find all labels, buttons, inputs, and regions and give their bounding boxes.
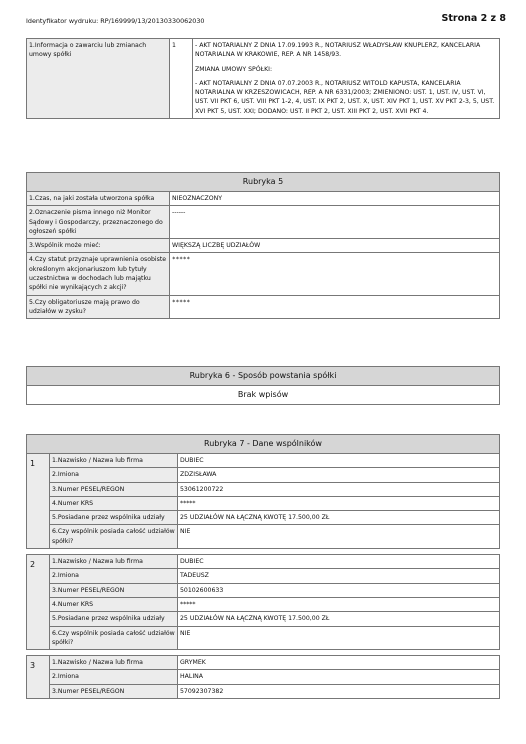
partner-field-value: 53061200722 <box>178 482 500 496</box>
row-value: WIĘKSZĄ LICZBĘ UDZIAŁÓW <box>170 239 500 253</box>
partner-field-value: 57092307382 <box>178 684 500 698</box>
partner-number: 3 <box>27 656 50 699</box>
partner-field-value: GRYMEK <box>178 656 500 670</box>
partner-field-label: 1.Nazwisko / Nazwa lub firma <box>50 454 178 468</box>
contract-info-number: 1 <box>170 39 193 119</box>
partner-field-label: 2.Imiona <box>50 569 178 583</box>
contract-info-value <box>193 39 500 119</box>
partners-list <box>27 454 500 699</box>
partner-row <box>27 454 500 468</box>
partner-field-value: ***** <box>178 496 500 510</box>
partner-row <box>27 496 500 510</box>
page-number: Strona 2 z 8 <box>441 13 506 24</box>
contract-info-row <box>27 39 500 119</box>
partner-field-label: 5.Posiadane przez wspólnika udziały <box>50 612 178 626</box>
partner-field-label: 6.Czy wspólnik posiada całość udziałów spółki? <box>50 525 178 549</box>
page-header <box>26 13 506 27</box>
partner-row <box>27 626 500 650</box>
partner-field-value: HALINA <box>178 670 500 684</box>
partner-number: 1 <box>27 454 50 549</box>
partner-row <box>27 670 500 684</box>
rubryka-6-title: Rubryka 6 - Sposób powstania spółki <box>27 367 500 386</box>
partner-field-label: 1.Nazwisko / Nazwa lub firma <box>50 656 178 670</box>
partner-field-value: 50102600633 <box>178 583 500 597</box>
no-entries-text: Brak wpisów <box>27 386 500 405</box>
partner-row <box>27 555 500 569</box>
contract-info-label: 1.Informacja o zawarciu lub zmianach umowy spółki <box>27 39 170 119</box>
rubryka-7-table <box>26 434 500 699</box>
partner-field-label: 6.Czy wspólnik posiada całość udziałów spółki? <box>50 626 178 650</box>
table-row <box>27 295 500 319</box>
partner-field-value: NIE <box>178 525 500 549</box>
row-label: 5.Czy obligatoriusze mają prawo do udziałów w zysku? <box>27 295 170 319</box>
partner-field-value: 25 UDZIAŁÓW NA ŁĄCZNĄ KWOTĘ 17.500,00 ZŁ <box>178 612 500 626</box>
row-value: ------ <box>170 206 500 239</box>
table-row <box>27 253 500 295</box>
contract-info-table <box>26 38 500 119</box>
partner-row <box>27 511 500 525</box>
partner-field-value: DUBIEC <box>178 454 500 468</box>
partner-field-label: 4.Numer KRS <box>50 496 178 510</box>
partner-field-label: 3.Numer PESEL/REGON <box>50 482 178 496</box>
row-value: NIEOZNACZONY <box>170 192 500 206</box>
partner-field-value: NIE <box>178 626 500 650</box>
partner-field-value: ZDZISŁAWA <box>178 468 500 482</box>
partner-field-label: 5.Posiadane przez wspólnika udziały <box>50 511 178 525</box>
partner-field-label: 3.Numer PESEL/REGON <box>50 583 178 597</box>
partner-row <box>27 482 500 496</box>
partner-row <box>27 684 500 698</box>
row-label: 3.Wspólnik może mieć: <box>27 239 170 253</box>
partner-field-value: 25 UDZIAŁÓW NA ŁĄCZNĄ KWOTĘ 17.500,00 ZŁ <box>178 511 500 525</box>
row-label: 2.Oznaczenie pisma innego niż Monitor Sądowy i Gospodarczy, przeznaczonego do ogłoszeń spółki <box>27 206 170 239</box>
print-identifier: Identyfikator wydruku: RP/169999/13/20130330062030 <box>26 17 205 25</box>
partner-row <box>27 612 500 626</box>
partner-field-label: 3.Numer PESEL/REGON <box>50 684 178 698</box>
table-row <box>27 206 500 239</box>
partner-field-label: 4.Numer KRS <box>50 597 178 611</box>
partner-number: 2 <box>27 555 50 650</box>
partner-row <box>27 597 500 611</box>
contract-paragraph: ZMIANA UMOWY SPÓŁKI: <box>195 65 273 73</box>
partner-field-label: 2.Imiona <box>50 670 178 684</box>
partner-field-value: DUBIEC <box>178 555 500 569</box>
table-row <box>27 239 500 253</box>
partner-row <box>27 583 500 597</box>
rubryka-5-title: Rubryka 5 <box>27 173 500 192</box>
table-row <box>27 192 500 206</box>
partner-row <box>27 656 500 670</box>
partner-field-label: 1.Nazwisko / Nazwa lub firma <box>50 555 178 569</box>
partner-field-value: ***** <box>178 597 500 611</box>
partner-row <box>27 569 500 583</box>
rubryka-5-table <box>26 172 500 319</box>
rubryka-6-table <box>26 366 500 405</box>
row-label: 1.Czas, na jaki została utworzona spółka <box>27 192 170 206</box>
rubryka-7-title: Rubryka 7 - Dane wspólników <box>27 435 500 454</box>
row-value: ***** <box>170 295 500 319</box>
contract-paragraph: - AKT NOTARIALNY Z DNIA 07.07.2003 R., NOTARIUSZ WITOLD KAPUSTA, KANCELARIA NOTARIALNA W KRZESZOWICACH, REP. A NR 6331/2003; ZMIENIONO: UST. 1, UST. IV, UST. VI, UST. VII PKT 6, UST. VIII PKT 1-2, 4, UST. IX PKT 2, UST. X, UST. XIV PKT 1, UST. XV PKT 2-3, 5, UST. XVI PKT 5, UST. XXI; DODANO: UST. II PKT 2, UST. XIII PKT 2, UST. XVII PKT 4. <box>195 79 495 115</box>
contract-paragraph: - AKT NOTARIALNY Z DNIA 17.09.1993 R., NOTARIUSZ WŁADYSŁAW KNUPLERZ, KANCELARIA NOTARIALNA W KRAKOWIE, REP. A NR 1458/93. <box>195 42 481 59</box>
partner-row <box>27 525 500 549</box>
row-value: ***** <box>170 253 500 295</box>
row-label: 4.Czy statut przyznaje uprawnienia osobiste określonym akcjonariuszom lub tytuły uczestnictwa w dochodach lub majątku spółki nie wynikających z akcji? <box>27 253 170 295</box>
partner-row <box>27 468 500 482</box>
partner-field-label: 2.Imiona <box>50 468 178 482</box>
partner-field-value: TADEUSZ <box>178 569 500 583</box>
